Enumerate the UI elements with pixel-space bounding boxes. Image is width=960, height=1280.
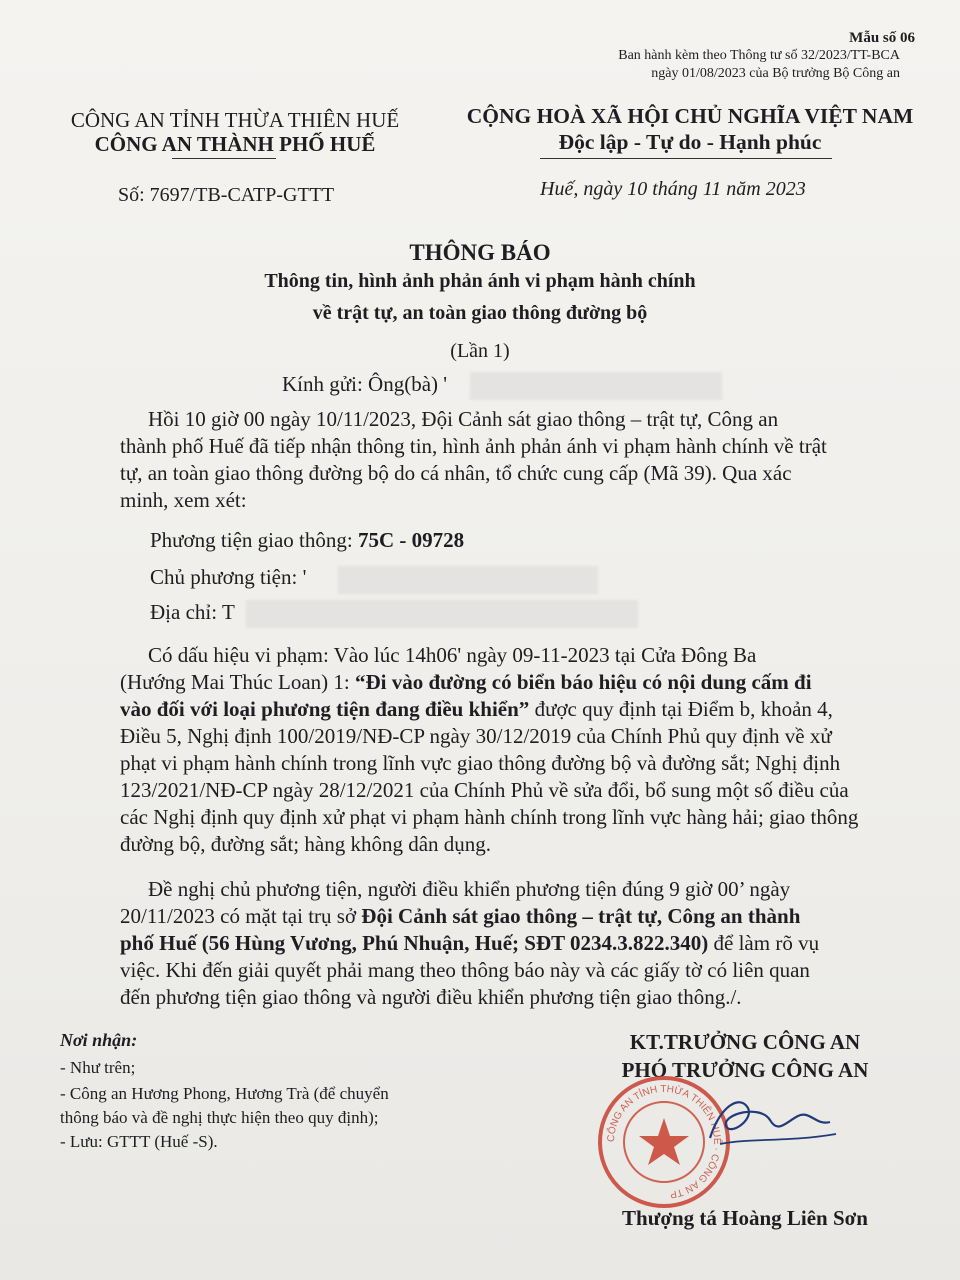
form-number: Mẫu số 06 (849, 30, 915, 46)
request-text: 20/11/2023 có mặt tại trụ sở (120, 904, 362, 928)
recipients-item: - Như trên; (60, 1058, 136, 1077)
redacted-address (246, 600, 638, 628)
recipients-title: Nơi nhận: (60, 1030, 138, 1050)
agency-underline (172, 158, 276, 159)
recipient-label: Kính gửi: Ông(bà) (282, 372, 439, 396)
violation-offense: “Đi vào đường có biển báo hiệu có nội dung cấm đi (354, 670, 812, 694)
request-line: việc. Khi đến giải quyết phải mang theo thông báo này và các giấy tờ có liên quan (120, 958, 810, 982)
paragraph-violation (120, 642, 920, 858)
vehicle-plate-line (150, 528, 464, 553)
request-line (120, 930, 920, 957)
signature-authority: KT.TRƯỞNG CÔNG AN (629, 1030, 861, 1054)
agency-parent: CÔNG AN TỈNH THỪA THIÊN HUẾ (70, 108, 400, 132)
request-line: Đề nghị chủ phương tiện, người điều khiển phương tiện đúng 9 giờ 00’ ngày (148, 877, 791, 901)
form-issuance-date: ngày 01/08/2023 của Bộ trưởng Bộ Công an (651, 66, 900, 81)
paragraph-line: tự, an toàn giao thông đường bộ do cá nhân, tổ chức cung cấp (Mã 39). Qua xác (120, 461, 792, 485)
document-subtitle-2: về trật tự, an toàn giao thông đường bộ (312, 302, 648, 324)
vehicle-plate-label: Phương tiện giao thông: (150, 528, 358, 552)
violation-line (120, 669, 920, 696)
vehicle-address-line (150, 600, 235, 625)
request-line: đến phương tiện giao thông và người điều khiển phương tiện giao thông./. (120, 985, 742, 1009)
recipient-line (282, 372, 447, 397)
violation-text: (Hướng Mai Thúc Loan) 1: (120, 670, 355, 694)
vehicle-owner-partial: ' (302, 565, 307, 589)
date-line: Huế, ngày 10 tháng 11 năm 2023 (540, 178, 806, 200)
violation-line (120, 696, 920, 723)
violation-line: đường bộ, đường sắt; hàng không dân dụng. (120, 832, 492, 856)
signer-name: Thượng tá Hoàng Liên Sơn (622, 1206, 868, 1230)
violation-line: Điều 5, Nghị định 100/2019/NĐ-CP ngày 30/12/2019 của Chính Phủ quy định về xử (120, 724, 832, 748)
request-text: để làm rõ vụ (708, 931, 820, 955)
vehicle-address-partial: T (221, 600, 235, 624)
vehicle-plate-value: 75C - 09728 (357, 528, 465, 552)
form-issuance-line: Ban hành kèm theo Thông tư số 32/2023/TT-BCA (618, 48, 900, 63)
violation-line: 123/2021/NĐ-CP ngày 28/12/2021 của Chính Phủ về sửa đổi, bổ sung một số điều của (120, 778, 849, 802)
agency-name: CÔNG AN THÀNH PHỐ HUẾ (94, 132, 376, 156)
violation-line: phạt vi phạm hành chính trong lĩnh vực giao thông đường bộ và đường sắt; Nghị định (120, 751, 841, 775)
motto: Độc lập - Tự do - Hạnh phúc (558, 130, 822, 154)
document-subtitle-1: Thông tin, hình ảnh phản ánh vi phạm hành chính (264, 270, 696, 292)
recipients-item: thông báo và đề nghị thực hiện theo quy định); (60, 1108, 379, 1127)
vehicle-address-label: Địa chỉ: (150, 600, 222, 624)
paragraph-request (120, 876, 920, 1011)
violation-offense: vào đối với loại phương tiện đang điều khiển” (120, 697, 530, 721)
redacted-recipient (470, 372, 722, 400)
paragraph-line: thành phố Huế đã tiếp nhận thông tin, hình ảnh phản ánh vi phạm hành chính về trật (120, 434, 827, 458)
recipients-item: - Công an Hương Phong, Hương Trà (để chuyển (60, 1084, 389, 1103)
request-location: Đội Cảnh sát giao thông – trật tự, Công an thành (361, 904, 801, 928)
redacted-owner (338, 566, 598, 594)
request-location: phố Huế (56 Hùng Vương, Phú Nhuận, Huế; SĐT 0234.3.822.340) (120, 931, 709, 955)
paragraph-line: Hồi 10 giờ 00 ngày 10/11/2023, Đội Cảnh sát giao thông – trật tự, Công an (148, 407, 779, 431)
paragraph-received (120, 406, 920, 514)
seal-text: CÔNG AN TỈNH THỪA THIÊN HUẾ · CÔNG AN TP (605, 1083, 723, 1200)
violation-line: các Nghị định quy định xử phạt vi phạm hành chính trong lĩnh vực hàng hải; giao thông (120, 805, 859, 829)
handwritten-signature (690, 1086, 840, 1158)
violation-text: được quy định tại Điểm b, khoản 4, (529, 697, 833, 721)
recipients-item: - Lưu: GTTT (Huế -S). (60, 1132, 218, 1151)
attempt-number: (Lần 1) (450, 340, 510, 362)
violation-line: Có dấu hiệu vi phạm: Vào lúc 14h06' ngày 09-11-2023 tại Cửa Đông Ba (148, 643, 757, 667)
paragraph-line: minh, xem xét: (120, 488, 247, 512)
request-line (120, 903, 920, 930)
vehicle-owner-label: Chủ phương tiện: (150, 565, 303, 589)
nation-title: CỘNG HOÀ XÃ HỘI CHỦ NGHĨA VIỆT NAM (466, 104, 914, 128)
recipient-partial: ' (443, 372, 448, 396)
motto-underline (540, 158, 832, 159)
vehicle-owner-line (150, 565, 306, 590)
document-number: Số: 7697/TB-CATP-GTTT (118, 184, 335, 206)
signature-position: PHÓ TRƯỞNG CÔNG AN (621, 1058, 869, 1082)
document-title: THÔNG BÁO (409, 240, 551, 265)
